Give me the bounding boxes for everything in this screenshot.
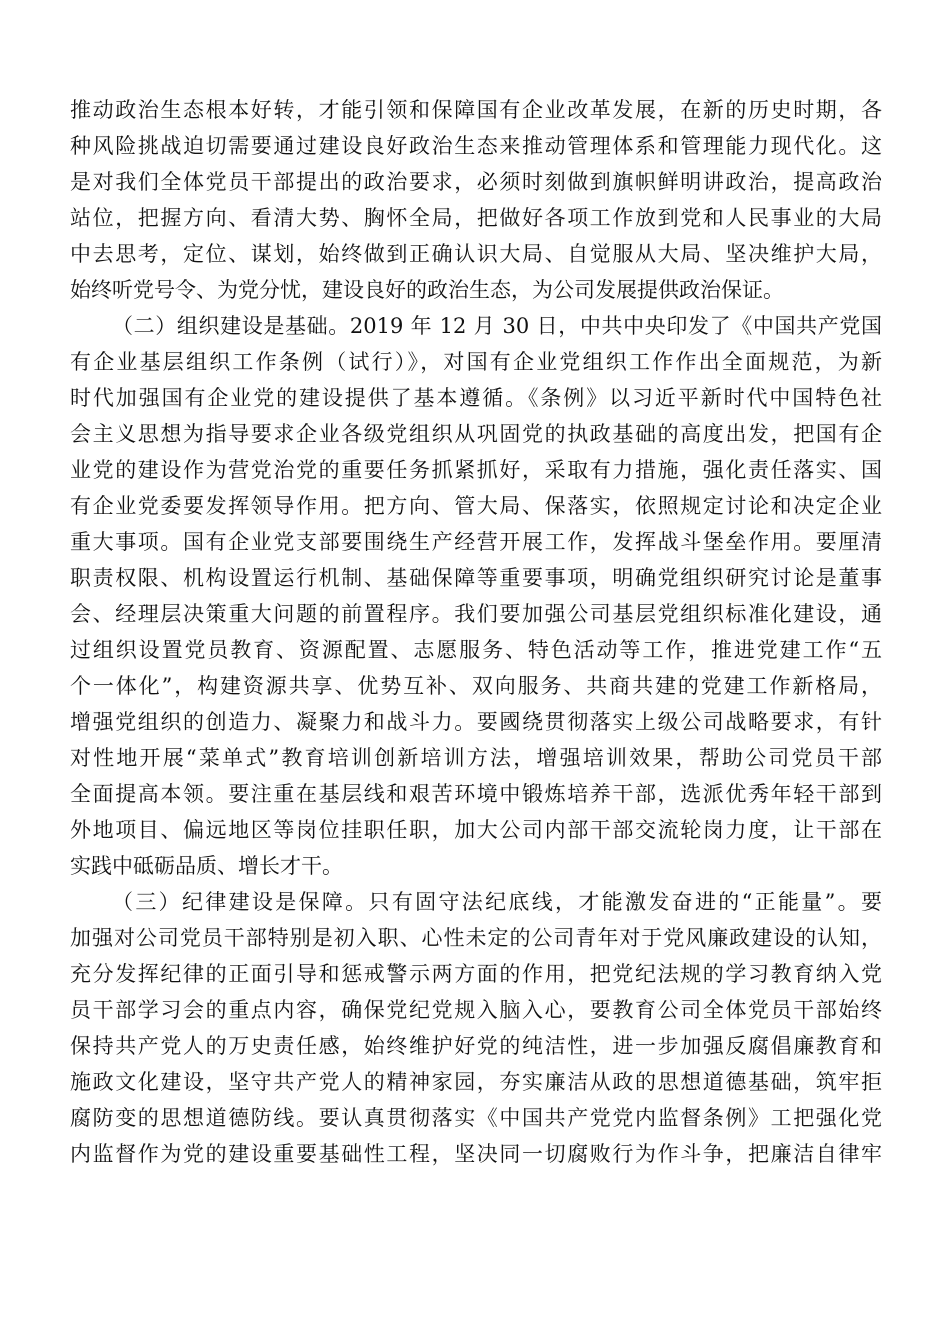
text-line: 业党的建设作为营党治党的重要任务抓紧抓好，采取有力措施，强化责任落实、国: [70, 458, 882, 482]
text-line: 有企业基层组织工作条例（试行）》，对国有企业党组织工作作出全面规范，为新: [70, 350, 882, 374]
paragraph-3: [70, 884, 882, 1172]
text-line: 中去思考，定位、谋划，始终做到正确认识大局、自觉服从大局、坚决维护大局，: [70, 242, 882, 266]
text-line: 站位，把握方向、看清大势、胸怀全局，把做好各项工作放到党和人民事业的大局: [70, 206, 882, 230]
text-line: 保持共产党人的万史责任感，始终维护好党的纯洁性，进一步加强反腐倡廉教育和: [70, 1034, 882, 1058]
document-page: [70, 92, 882, 1172]
text-line: 种风险挑战迫切需要通过建设良好政治生态来推动管理体系和管理能力现代化。这: [70, 134, 882, 158]
text-line: 个一体化”，构建资源共享、优势互补、双向服务、共商共建的党建工作新格局，: [70, 674, 882, 698]
text-line: （三）纪律建设是保障。只有固守法纪底线，才能激发奋进的“正能量”。要: [112, 890, 882, 914]
text-line: 充分发挥纪律的正面引导和惩戒警示两方面的作用，把党纪法规的学习教育纳入党: [70, 962, 882, 986]
text-line: 始终听党号令、为党分忧，建设良好的政治生态，为公司发展提供政治保证。: [70, 278, 784, 302]
text-line: 会、经理层决策重大问题的前置程序。我们要加强公司基层党组织标准化建设，通: [70, 602, 882, 626]
paragraph-2: [70, 308, 882, 884]
text-line: 时代加强国有企业党的建设提供了基本遵循。《条例》以习近平新时代中国特色社: [70, 386, 882, 410]
text-line: 会主义思想为指导要求企业各级党组织从巩固党的执政基础的高度出发，把国有企: [70, 422, 882, 446]
text-line: 重大事项。国有企业党支部要围绕生产经营开展工作，发挥战斗堡垒作用。要厘清: [70, 530, 882, 554]
text-line: 增强党组织的创造力、凝聚力和战斗力。要國绕贯彻落实上级公司战略要求，有针: [70, 710, 882, 734]
text-line: 腐防变的思想道德防线。要认真贯彻落实《中国共产党党内监督条例》工把强化党: [70, 1106, 882, 1130]
text-line: 加强对公司党员干部特别是初入职、心性未定的公司青年对于党风廉政建设的认知，: [70, 926, 882, 950]
text-line: 是对我们全体党员干部提出的政治要求，必须时刻做到旗帜鲜明讲政治，提高政治: [70, 170, 882, 194]
text-line: 对性地开展“菜单式”教育培训创新培训方法，增强培训效果，帮助公司党员干部: [70, 746, 882, 770]
text-line: 内监督作为党的建设重要基础性工程，坚决同一切腐败行为作斗争，把廉洁自律牢: [70, 1142, 882, 1166]
text-line: 职责权限、机构设置运行机制、基础保障等重要事项，明确党组织研究讨论是董事: [70, 566, 882, 590]
text-line: 全面提高本领。要注重在基层线和艰苦环境中锻炼培养干部，选派优秀年轻干部到: [70, 782, 882, 806]
text-line: 施政文化建设，坚守共产党人的精神家园，夯实廉洁从政的思想道德基础，筑牢拒: [70, 1070, 882, 1094]
paragraph-1: [70, 92, 882, 308]
text-line: （二）组织建设是基础。2019 年 12 月 30 日，中共中央印发了《中国共产党国: [112, 314, 882, 338]
text-line: 外地项目、偏远地区等岗位挂职任职，加大公司内部干部交流轮岗力度，让干部在: [70, 818, 882, 842]
text-line: 员干部学习会的重点内容，确保党纪党规入脑入心，要教育公司全体党员干部始终: [70, 998, 882, 1022]
text-line: 过组织设置党员教育、资源配置、志愿服务、特色活动等工作，推进党建工作“五: [70, 638, 882, 662]
text-line: 实践中砥砺品质、增长才干。: [70, 854, 343, 878]
text-line: 推动政治生态根本好转，才能引领和保障国有企业改革发展，在新的历史时期，各: [70, 98, 882, 122]
text-line: 有企业党委要发挥领导作用。把方向、管大局、保落实，依照规定讨论和决定企业: [70, 494, 882, 518]
